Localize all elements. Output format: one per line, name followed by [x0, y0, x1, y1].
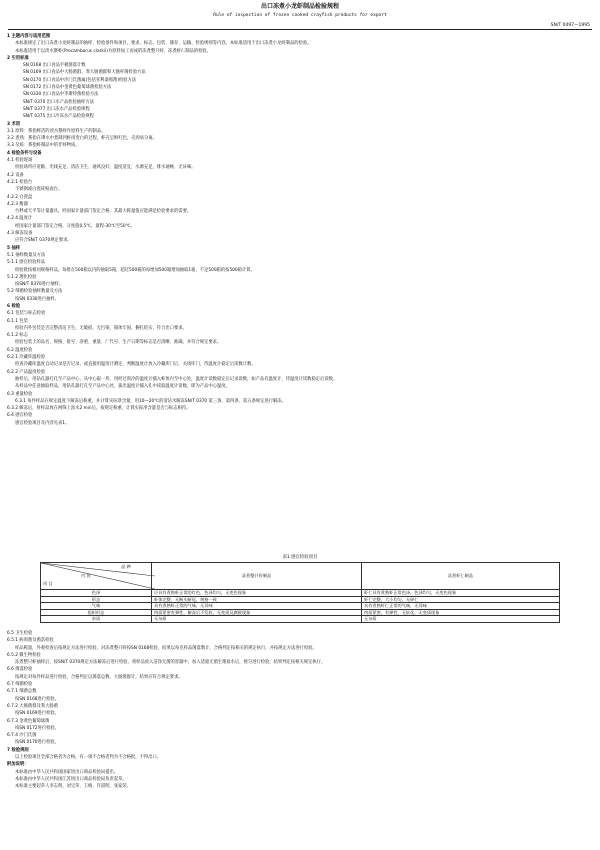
text-line: 本标准主要起草人李志明、刘宝荣、王梅、许道明、张家荣。: [15, 784, 132, 790]
text-line: 6.7.1 细菌总数: [7, 689, 37, 695]
text-line: 4.2.2 白瓷盘: [7, 194, 33, 200]
section-heading: 7 检验规则: [7, 747, 29, 753]
text-line: 6.1.2 标志: [7, 333, 28, 339]
text-line: 抽样后，用钻孔器打孔至产品中心，从中心取一块，用经过预冷的温度计插入虾体内至中心处，温度计读数稳定后记录读数，如产品有温度计，待温度计读数稳定后读数。: [15, 376, 338, 382]
text-line: 按规定对每件样品进行检验，合格判定以菌落总数、大肠菌群计，结果应符合规定要求。: [15, 674, 183, 680]
corner-label-item: 项 目: [43, 581, 53, 586]
row-whole-cell: 虾体完整，无断头断尾，规格一致: [152, 596, 362, 603]
text-line: SN/T 0375 出口冷冻水产品检验规程: [23, 114, 94, 120]
text-line: 4.1 检验现场: [7, 158, 33, 164]
body-text-bottom: [7, 630, 593, 791]
text-line: 6.6 菌落检验: [7, 667, 33, 673]
text-line: 按SN 0172进行检验。: [15, 725, 60, 731]
text-line: 6.3 重量检验: [7, 391, 33, 397]
corner-label-variety: 品 种: [121, 564, 131, 569]
text-line: 按SN 0170进行检验。: [15, 740, 60, 746]
corner-label-content: 内 容: [81, 573, 91, 578]
text-line: 6.5.2 微生物检验: [7, 652, 41, 658]
row-whole-cell: 应具有煮熟虾正常的红色，色泽均匀，无变色现象: [152, 590, 362, 597]
text-line: 6.4 感官检验: [7, 413, 33, 419]
text-line: 检验批按相同规格样品，每批在500箱以内的抽取5箱，超过500箱的每增加500箱增加抽取1箱，不足500箱的按500箱计算。: [15, 267, 255, 273]
text-line: 6.3.1 每件样品在规定温度下解冻后称重，并计算实际净含量，用10—20℃的清洁水解冻SN/T 0370 第三条、第四条、第五条规定进行解冻。: [15, 398, 286, 404]
text-line: 5.1.2 理化检验: [7, 274, 37, 280]
text-line: SN 0330 出口食品中李斯特菌检验方法: [23, 92, 99, 98]
text-line: 3.1 原料：系指鲜活的淡水螯虾作原料生产的制品。: [7, 128, 106, 134]
text-line: 本标准适用于以淡水螯虾(Procambarus clarkii)为原料加工而成的冻煮整只虾、冻煮虾仁制品的检验。: [15, 48, 212, 54]
table-body: [41, 590, 560, 623]
text-line: SN 0168 出口食品平板菌落计数: [23, 63, 86, 69]
text-line: 本标准由中华人民共和国国家进出口商品检验局提出。: [15, 769, 119, 775]
standard-number: SN/T 0497—1995: [550, 23, 590, 28]
text-line: SN/T 0377 出口冻水产品检验规程: [23, 106, 90, 112]
text-line: 3.3 杂质：系指虾制品中的非虾物质。: [7, 143, 80, 149]
text-line: 6.2.2 产品温度检验: [7, 369, 46, 375]
row-meat-cell: 肉质紧密，有弹性，无软化，无变质现象: [362, 609, 560, 616]
section-heading: 4 检验条件与设备: [7, 150, 42, 156]
text-line: 本标准由中华人民共和国江苏进出口商品检验局负责起草。: [15, 776, 127, 782]
section-heading: 6 检验: [7, 303, 21, 309]
inspection-table: [40, 562, 560, 623]
row-meat-cell: 虾仁完整，大小均匀，无碎仁: [362, 596, 560, 603]
row-item-cell: 杂质: [41, 616, 152, 623]
text-line: 经国家计量部门鉴定合格，分度值0.5℃，量程-30℃至50℃。: [15, 223, 135, 229]
text-line: 样品称量，外观检查后按规定方法进行检验，对冻煮整只虾按SN 0168检验，结果以每克样品菌落数计，合格判定按相关的规定执行，并按规定方法进行检验。: [15, 645, 317, 651]
row-item-cell: 组织形态: [41, 609, 152, 616]
text-line: 应符合SN/T 0370规定要求。: [15, 238, 72, 244]
table-row: [41, 590, 560, 597]
text-line: 4.2.3 衡器: [7, 201, 28, 207]
text-line: SN 0169 出口食品中大肠菌群、粪大肠菌群和大肠杆菌检验方法: [23, 70, 146, 76]
text-line: 6.3.2 解冻后，将样品放在网筛上沥水2 min后，按规定称重，计算实际净含量是否与标志相符。: [7, 406, 191, 412]
text-line: 4.2 设备: [7, 172, 24, 178]
text-line: 3.2 煮熟：系指在沸水中煮制到虾肉变白的过程，虾壳呈鲜红色，壳肉易分离。: [7, 136, 157, 142]
document-title: 出口冻煮小龙虾制品检验规程: [260, 3, 339, 10]
table-caption: 表1 感官检验项目: [282, 555, 318, 560]
text-line: 不锈钢或白瓷砖贴面台。: [15, 187, 63, 193]
column-header-whole: 冻煮整只虾制品: [152, 563, 362, 590]
row-meat-cell: 无杂质: [362, 616, 560, 623]
text-line: 按SN 0330进行抽样。: [15, 296, 60, 302]
text-line: 从样品中任意抽取样品，用钻孔器打孔至产品中心处，拔出温度计插入孔中读取温度计读数，即为产品中心温度。: [15, 384, 230, 390]
text-line: 冻煮整只虾抽样后，按SN/T 0370规定方法解冻后进行检验，将样品放入洁净无菌的容器中，加入适量无菌生理盐水后，摇匀进行检验，结果判定按相关规定执行。: [15, 660, 326, 666]
table-row: [41, 603, 560, 610]
text-line: 6.1 包装与标志检验: [7, 311, 46, 317]
row-whole-cell: 无杂质: [152, 616, 362, 623]
text-line: SN/T 0370 出口水产品检验抽样方法: [23, 99, 94, 105]
section-heading: 1 主题内容与适用范围: [7, 34, 51, 39]
text-line: 5.1 抽样数量及方法: [7, 252, 46, 258]
row-meat-cell: 虾仁具有煮熟虾正常色泽，色泽均匀，无变色现象: [362, 590, 560, 597]
text-line: 6.5 卫生检验: [7, 631, 33, 636]
text-line: 4.2.1 检验台: [7, 179, 33, 185]
row-whole-cell: 具有煮熟虾正常的气味，无异味: [152, 603, 362, 610]
table-row: [41, 596, 560, 603]
text-line: 4.2.4 温度计: [7, 216, 33, 222]
text-line: 6.1.1 包装: [7, 318, 28, 324]
text-line: 6.7.3 金黄色葡萄球菌: [7, 718, 50, 724]
corner-diagonal-lines: [41, 563, 155, 589]
row-meat-cell: 具有煮熟虾仁正常的气味，无异味: [362, 603, 560, 610]
text-line: 本标准规定了出口冻煮小龙虾制品的抽样、检验条件和项目、要求、标志、包装、储存、运输、检验规则等内容。本标准适用于出口冻煮小龙虾制品的检验。: [15, 41, 312, 47]
text-line: 检验包装上的品名、规格、批号、净重、重量、厂代号、生产日期等标志是否清晰、准确、并符合规定要求。: [15, 340, 222, 346]
header-rule: [8, 29, 592, 30]
text-line: 6.2 温度检验: [7, 347, 33, 353]
text-line: SN 0172 出口食品中金黄色葡萄球菌检验方法: [23, 85, 112, 91]
text-line: 5.2 细菌检验抽样数量及方法: [7, 289, 63, 295]
text-line: 以上检验项目全部合格者为合格，有一项不合格者判为不合格批，不得出口。: [15, 755, 162, 761]
document-subtitle: Rule of inspection of frozen cooked crayfish products for export: [213, 13, 387, 18]
body-text-top: [7, 33, 593, 427]
text-line: 按SN 0168进行检验。: [15, 696, 60, 702]
text-line: 6.5.1 病原菌及菌落检验: [7, 638, 54, 644]
table-header-row: [41, 563, 560, 590]
text-line: 6.7.4 沙门氏菌: [7, 733, 37, 739]
text-line: 检验场所应宽敞、光线充足、清洁卫生、通风良好、温度适宜，水源充足，排水通畅，无异味。: [15, 165, 196, 171]
text-line: 按SN/T 0370进行抽样。: [15, 282, 64, 288]
text-line: 感官检验项目及内容见表1。: [15, 420, 70, 426]
row-item-cell: 形态: [41, 596, 152, 603]
table-corner-cell: [41, 563, 152, 590]
text-line: SN 0170 出口食品中沙门氏菌属(包括亚利桑那菌)检验方法: [23, 77, 137, 83]
text-line: 检验内外包装是否完整清洁卫生，无破损，无污染，箱体牢固，捆扎结实，符合出口要求。: [15, 325, 187, 331]
section-heading: 3 术语: [7, 121, 21, 127]
row-item-cell: 气味: [41, 603, 152, 610]
table-row: [41, 609, 560, 616]
row-whole-cell: 肉质紧密有弹性，解冻后不发软，无变质及腐败现象: [152, 609, 362, 616]
table-row: [41, 616, 560, 623]
text-line: 台秤或天平等计量器具，经国家计量部门鉴定合格，其最大称量值应能满足检验要求的需要。: [15, 209, 192, 215]
text-line: 6.7 细菌检验: [7, 682, 33, 688]
column-header-meat: 冻煮虾仁制品: [362, 563, 560, 590]
text-line: 4.3 解冻设备: [7, 231, 33, 237]
text-line: 6.7.2 大肠菌群及粪大肠菌: [7, 703, 58, 709]
section-heading: 2 引用标准: [7, 55, 29, 61]
section-heading: 5 抽样: [7, 245, 21, 251]
text-line: 检查冷藏库温度自动记录是否记录，或直接用温度计测定，判断温度计放入冷藏库门后，关闭库门，待温度计稳定后读数计数。: [15, 362, 256, 368]
text-line: 5.1.1 感官检验样品: [7, 260, 46, 266]
section-heading: 附加说明：: [7, 762, 29, 768]
text-line: 6.2.1 冷藏库温检验: [7, 355, 46, 361]
row-item-cell: 色泽: [41, 590, 152, 597]
text-line: 按SN 0169进行检验。: [15, 711, 60, 717]
